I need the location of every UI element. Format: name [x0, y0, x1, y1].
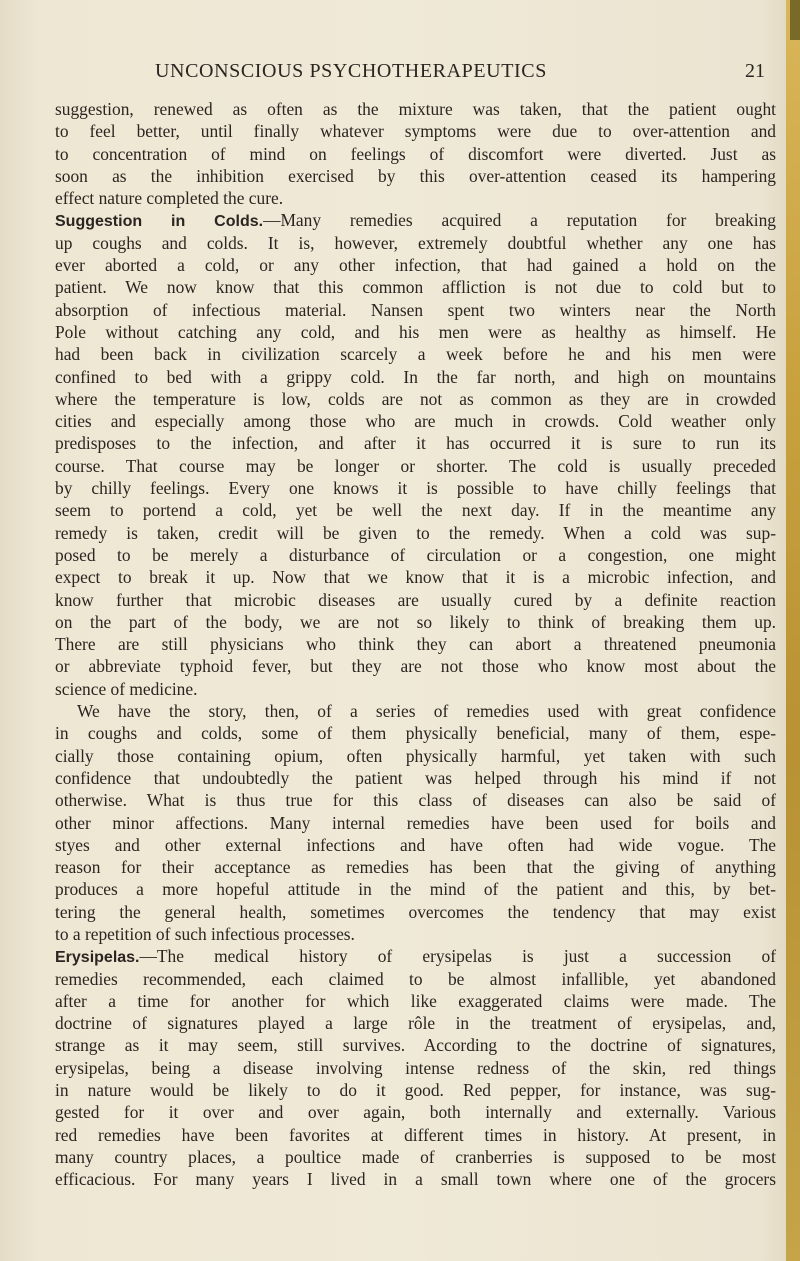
- line-text: in coughs and colds, some of them physically beneficial, many of them, espe-: [55, 723, 776, 744]
- line-text: or abbreviate typhoid fever, but they are not those who know most about the: [55, 656, 776, 677]
- text-line: [55, 477, 776, 499]
- text-line: [55, 589, 776, 611]
- text-line: [55, 522, 776, 544]
- text-line: [55, 901, 776, 923]
- text-line: [55, 165, 776, 187]
- line-text: cially those containing opium, often physically harmful, yet taken with such: [55, 745, 776, 766]
- text-line: [55, 923, 776, 945]
- text-line: [55, 1079, 776, 1101]
- line-text: otherwise. What is thus true for this class of diseases can also be said of: [55, 790, 776, 811]
- text-line: [55, 410, 776, 432]
- line-text: suggestion, renewed as often as the mixture was taken, that the patient ought: [55, 99, 776, 119]
- text-line: [55, 566, 776, 588]
- text-line: [55, 1012, 776, 1034]
- text-line: [55, 276, 776, 298]
- line-text: erysipelas, being a disease involving intense redness of the skin, red things: [55, 1057, 776, 1078]
- text-line: [55, 544, 776, 566]
- line-text: effect nature completed the cure.: [55, 188, 284, 209]
- text-line: [55, 1034, 776, 1056]
- body-text: [55, 98, 776, 1191]
- text-line: [55, 990, 776, 1012]
- page-number: 21: [745, 60, 765, 82]
- line-text: on the part of the body, we are not so likely to think of breaking them up.: [55, 611, 776, 632]
- line-text: tering the general health, sometimes overcomes the tendency that may exist: [55, 901, 776, 922]
- text-line: [55, 187, 776, 209]
- line-text: red remedies have been favorites at different times in history. At present, in: [55, 1124, 776, 1145]
- text-line: [55, 633, 776, 655]
- text-line: [55, 678, 776, 700]
- line-text: cities and especially among those who are much in crowds. Cold weather only: [55, 411, 776, 432]
- line-text: There are still physicians who think they can abort a threatened pneumonia: [55, 634, 776, 655]
- text-line: [55, 499, 776, 521]
- line-text: many country places, a poultice made of cranberries is supposed to be most: [55, 1146, 776, 1167]
- line-text: remedy is taken, credit will be given to the remedy. When a cold was sup-: [55, 522, 776, 543]
- line-text: other minor affections. Many internal remedies have been used for boils and: [55, 812, 776, 833]
- line-text: doctrine of signatures played a large rôle in the treatment of erysipelas, and,: [55, 1013, 776, 1034]
- line-text: reason for their acceptance as remedies has been that the giving of anything: [55, 857, 776, 878]
- text-line: [55, 722, 776, 744]
- line-text: confined to bed with a grippy cold. In the far north, and high on mountains: [55, 366, 776, 387]
- line-text: soon as the inhibition exercised by this over-attention ceased its hampering: [55, 165, 776, 186]
- line-text: gested for it over and over again, both internally and externally. Various: [55, 1102, 776, 1123]
- line-text: patient. We now know that this common affliction is not due to cold but to: [55, 277, 776, 298]
- section-heading: Suggestion in Colds.: [55, 213, 264, 231]
- text-line: [55, 120, 776, 142]
- line-text: remedies recommended, each claimed to be almost infallible, yet abandoned: [55, 968, 776, 989]
- line-text: Pole without catching any cold, and his men were as healthy as himself. He: [55, 321, 776, 342]
- line-text: science of medicine.: [55, 678, 198, 699]
- text-line: [55, 321, 776, 343]
- line-text: absorption of infectious material. Nansen spent two winters near the North: [55, 299, 776, 320]
- page-edge-strip: [786, 0, 800, 1261]
- line-text: We have the story, then, of a series of remedies used with great confidence: [77, 701, 776, 722]
- text-line: [55, 1101, 776, 1123]
- text-line: [55, 232, 776, 254]
- line-text: to feel better, until finally whatever symptoms were due to over-attention and: [55, 121, 776, 142]
- running-head-title: UNCONSCIOUS PSYCHOTHERAPEUTICS: [155, 60, 547, 82]
- text-line: [55, 878, 776, 900]
- line-text: —Many remedies acquired a reputation for breaking: [263, 210, 776, 231]
- text-line: [55, 1146, 776, 1168]
- text-line: [55, 299, 776, 321]
- line-text: to concentration of mind on feelings of discomfort were diverted. Just as: [55, 143, 776, 164]
- text-line: [55, 143, 776, 165]
- line-text: seem to portend a cold, yet be well the next day. If in the meantime any: [55, 500, 776, 521]
- line-text: in nature would be likely to do it good. Red pepper, for instance, was sug-: [55, 1080, 776, 1101]
- line-text: produces a more hopeful attitude in the mind of the patient and this, by bet-: [55, 879, 776, 900]
- text-line: [55, 343, 776, 365]
- text-line: [55, 789, 776, 811]
- text-line: [55, 700, 776, 722]
- line-text: ever aborted a cold, or any other infection, that had gained a hold on the: [55, 255, 776, 276]
- text-line: [55, 209, 776, 231]
- text-line: [55, 812, 776, 834]
- line-text: posed to be merely a disturbance of circulation or a congestion, one might: [55, 544, 776, 565]
- line-text: where the temperature is low, colds are not as common as they are in crowded: [55, 388, 776, 409]
- text-line: [55, 945, 776, 967]
- line-text: up coughs and colds. It is, however, extremely doubtful whether any one has: [55, 232, 776, 253]
- line-text: predisposes to the infection, and after it has occurred it is sure to run its: [55, 433, 776, 454]
- line-text: had been back in civilization scarcely a week before he and his men were: [55, 344, 776, 365]
- text-line: [55, 834, 776, 856]
- line-text: course. That course may be longer or shorter. The cold is usually preceded: [55, 455, 776, 476]
- text-line: [55, 745, 776, 767]
- text-line: [55, 98, 776, 120]
- text-line: [55, 455, 776, 477]
- text-line: [55, 432, 776, 454]
- text-line: [55, 968, 776, 990]
- text-line: [55, 655, 776, 677]
- text-line: [55, 611, 776, 633]
- line-text: efficacious. For many years I lived in a small town where one of the grocers: [55, 1169, 776, 1190]
- line-text: styes and other external infections and have often had wide vogue. The: [55, 834, 776, 855]
- line-text: —The medical history of erysipelas is just a succession of: [139, 946, 776, 967]
- line-text: expect to break it up. Now that we know that it is a microbic infection, and: [55, 567, 776, 588]
- line-text: after a time for another for which like exaggerated claims were made. The: [55, 990, 776, 1011]
- line-text: by chilly feelings. Every one knows it is possible to have chilly feelings that: [55, 478, 776, 499]
- section-heading: Erysipelas.: [55, 949, 140, 967]
- line-text: know further that microbic diseases are usually cured by a definite reaction: [55, 589, 776, 610]
- running-head: [0, 60, 800, 88]
- text-line: [55, 1124, 776, 1146]
- text-line: [55, 1168, 776, 1190]
- text-line: [55, 1057, 776, 1079]
- line-text: strange as it may seem, still survives. According to the doctrine of signatures,: [55, 1035, 776, 1056]
- page-edge-dark-corner: [790, 0, 800, 40]
- text-line: [55, 767, 776, 789]
- text-line: [55, 254, 776, 276]
- text-line: [55, 856, 776, 878]
- text-line: [55, 388, 776, 410]
- text-line: [55, 366, 776, 388]
- line-text: to a repetition of such infectious processes.: [55, 923, 355, 944]
- line-text: confidence that undoubtedly the patient was helped through his mind if not: [55, 767, 776, 788]
